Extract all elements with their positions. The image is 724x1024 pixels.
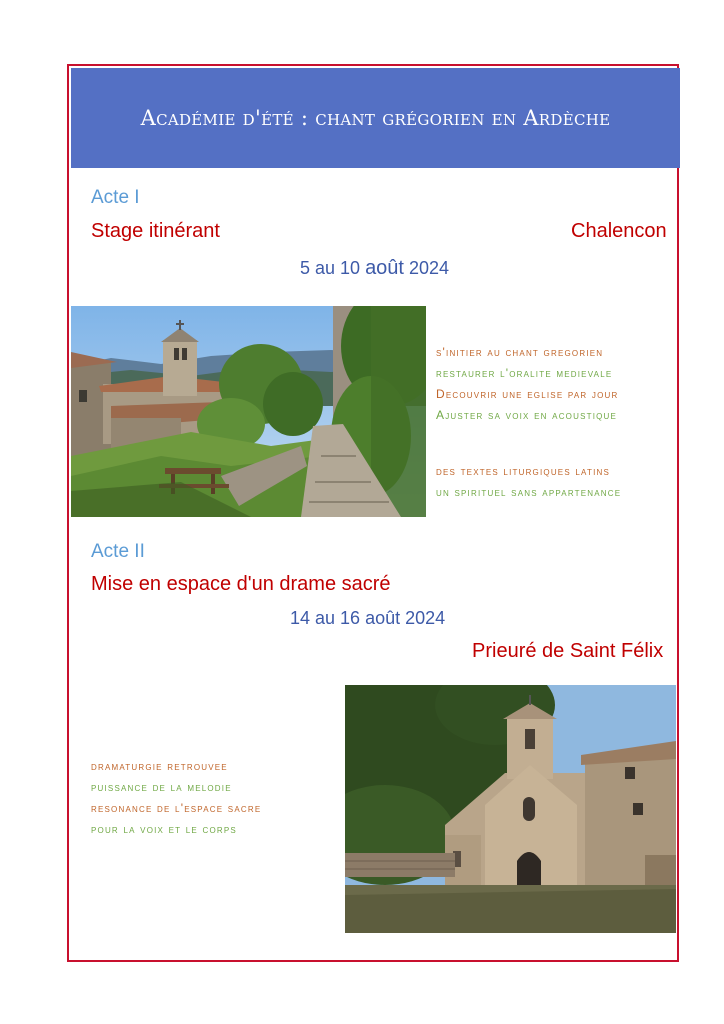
acte1-date-days: 5 au 10 [300,258,366,278]
acte1-bullet-5: des textes liturgiques latins [436,464,611,478]
acte2-place: Prieuré de Saint Félix [472,640,664,662]
acte1-bullet-3: Decouvrir une eglise par jour [436,387,619,401]
acte1-bullet-list-2 [436,461,621,503]
acte2-bullet-list [91,756,261,840]
acte1-label: Acte I [91,187,140,208]
acte1-date-year: 2024 [404,258,450,278]
acte1-place: Chalencon [571,220,667,242]
acte1-date-month: août [365,257,404,279]
acte2-label: Acte II [91,541,145,562]
acte2-date: 14 au 16 août 2024 [290,608,446,628]
acte1-bullet-4: Ajuster sa voix en acoustique [436,408,618,422]
acte1-bullet-2: restaurer l'oralite medievale [436,366,613,380]
title-banner [71,68,680,168]
acte1-bullet-6: un spirituel sans appartenance [436,485,622,499]
chalencon-photo [71,306,426,517]
acte1-bullet-1: s'initier au chant gregorien [436,345,604,359]
acte2-title: Mise en espace d'un drame sacré [91,573,391,595]
acte2-bullet-3: resonance de l'espace sacre [91,801,262,815]
acte1-date [300,257,449,280]
acte1-bullet-list [436,342,618,426]
acte2-bullet-1: dramaturgie retrouvee [91,759,228,773]
page-title: Académie d'été : chant grégorien en Ardèche [140,106,611,130]
acte2-bullet-4: pour la voix et le corps [91,822,237,836]
priory-photo [345,685,676,933]
acte2-bullet-2: puissance de la melodie [91,780,232,794]
acte1-title: Stage itinérant [91,220,220,242]
